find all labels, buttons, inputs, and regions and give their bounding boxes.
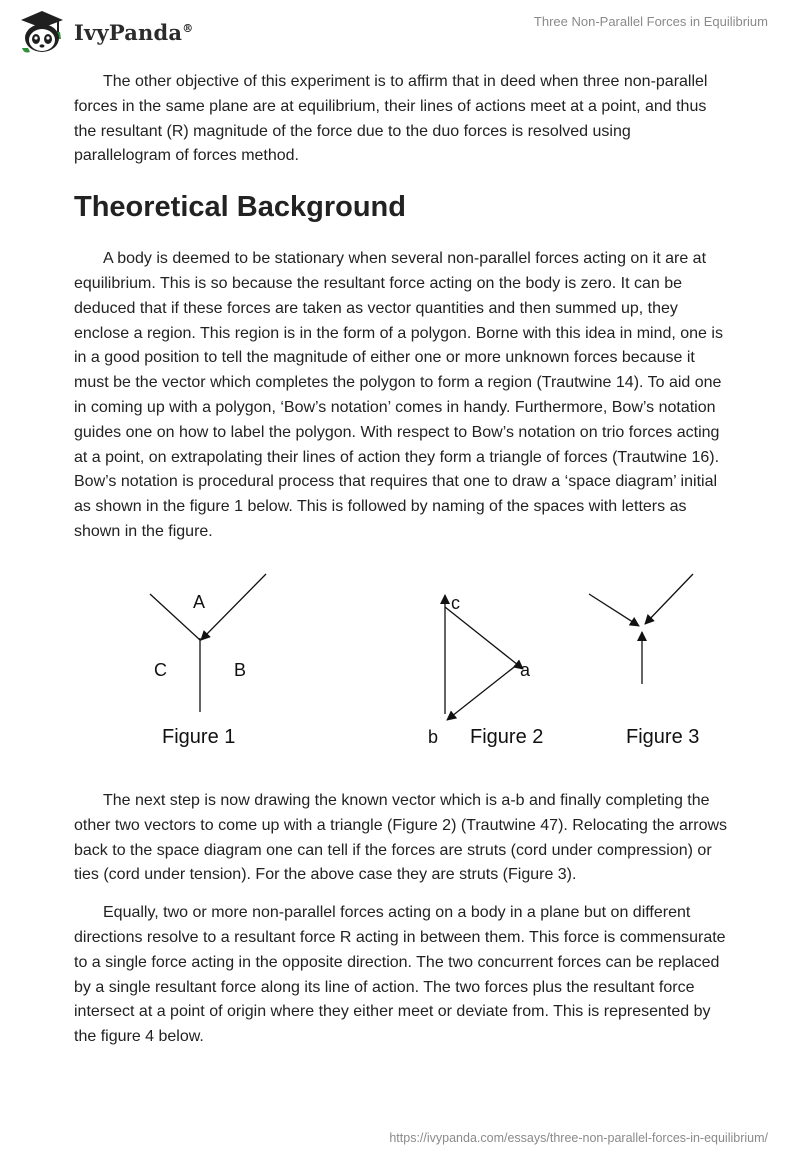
fig1-label-a: A <box>193 592 206 612</box>
page-header <box>0 0 800 60</box>
figure-2-triangle-of-forces <box>428 593 543 748</box>
figures-1-3 <box>0 562 800 762</box>
brand-name: IvyPanda® <box>74 19 194 45</box>
running-title: Three Non-Parallel Forces in Equilibrium <box>533 14 768 29</box>
fig1-caption: Figure 1 <box>162 726 236 748</box>
article-body-continued <box>74 789 730 1063</box>
figure-1-space-diagram <box>150 574 266 748</box>
panda-graduate-icon <box>16 8 68 56</box>
body-paragraph-2: The next step is now drawing the known vector which is a-b and finally completing the other two vectors to come up with a triangle (Figure 2) (Trautwine 47). Relocating the arrows back to the space diagram one can tell if the forces are struts (cord under compression) or ties (cord under tension). For the above case they are struts (Figure 3). <box>74 792 728 884</box>
body-paragraph-1: A body is deemed to be stationary when several non-parallel forces acting on it are at equilibrium. This is so because the resultant force acting on the body is zero. It can be deduced that if these forces are taken as vector quantities and then summed up, they enclose a region. This region is in the form of a polygon. Borne with this idea in mind, one is in a good position to tell the magnitude of either one or more unknown forces because it must be the vector which completes the polygon to form a region (Trautwine 14). To aid one in coming up with a polygon, ‘Bow’s notation’ comes in handy. Furthermore, Bow’s notation guides one on how to label the polygon. With respect to Bow’s notation on trio forces acting at a point, on extrapolating their lines of action they form a triangle of forces (Trautwine 16). Bow’s notation is procedural process that requires that one to draw a ‘space diagram’ initial as shown in the figure 1 below. This is followed by naming of the spaces with letters as shown in the figure. <box>74 250 723 540</box>
fig2-label-b: b <box>428 727 439 747</box>
intro-paragraph: The other objective of this experiment is to affirm that in deed when three non-parallel forces in the same plane are at equilibrium, their lines of actions meet at a point, and thus the resultant (R) magnitude of the force due to the duo forces is resolved using parallelogram of forces method. <box>74 73 708 165</box>
fig1-label-c: C <box>154 660 167 680</box>
ivypanda-logo[interactable] <box>16 8 193 56</box>
fig2-label-a: a <box>520 660 531 680</box>
fig2-caption: Figure 2 <box>470 726 544 748</box>
article-body <box>74 70 730 558</box>
fig2-label-c: c <box>451 593 460 613</box>
force-diagrams <box>0 562 800 762</box>
fig2-upper-arrow <box>445 607 523 669</box>
fig3-caption: Figure 3 <box>626 726 700 748</box>
source-url-link[interactable]: https://ivypanda.com/essays/three-non-parallel-forces-in-equilibrium/ <box>389 1131 768 1145</box>
fig3-left-arrow <box>589 594 639 626</box>
body-paragraph-3: Equally, two or more non-parallel forces acting on a body in a plane but on different directions resolve to a resultant force R acting in between them. This force is commensurate to a single force acting in the opposite direction. The two concurrent forces can be replaced by a single resultant force along its line of action. The two forces plus the resultant force intersect at a point of origin where they either meet or deviate from. This is represented by the figure 4 below. <box>74 904 726 1046</box>
fig2-lower-arrow <box>447 664 518 720</box>
fig3-right-arrow <box>645 574 693 624</box>
section-heading: Theoretical Background <box>74 191 406 224</box>
fig1-right-arrow <box>201 574 266 640</box>
fig1-label-b: B <box>234 660 247 680</box>
figure-3-struts <box>589 574 699 748</box>
